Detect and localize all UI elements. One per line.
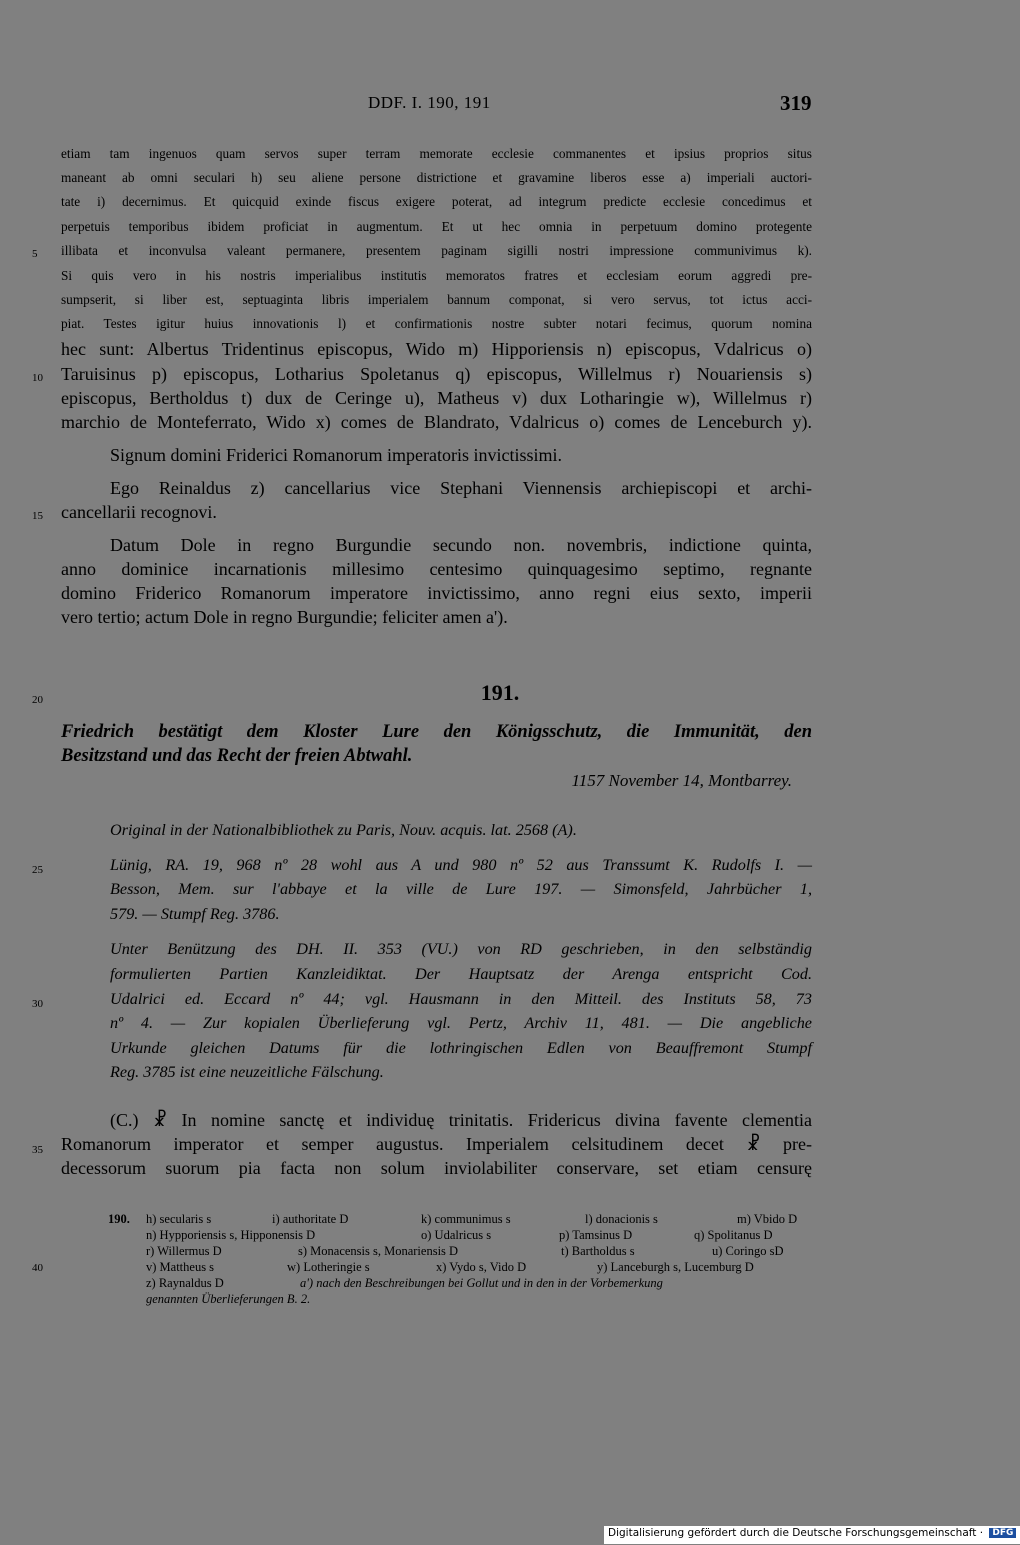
footnote: i) authoritate D — [272, 1212, 349, 1226]
datum-line: domino Friderico Romanorum imperatore invictissimo, anno regni eius sexto, imperii — [61, 583, 812, 603]
line-number: 5 — [32, 248, 38, 260]
text-line: tate i) decernimus. Et quicquid exinde fiscus exigere poterat, ad integrum predicte ecclesie concedimus et — [61, 194, 812, 209]
footnote: t) Bartholdus s — [561, 1244, 635, 1258]
datum-line: Datum Dole in regno Burgundie secundo non. novembris, indictione quinta, — [110, 535, 812, 555]
datum-line: anno dominice incarnationis millesimo centesimo quinquagesimo septimo, regnante — [61, 559, 812, 579]
text-line: Taruisinus p) episcopus, Lotharius Spoletanus q) episcopus, Willelmus r) Nouariensis s) — [61, 364, 812, 384]
line-number: 25 — [32, 864, 43, 876]
text-line: maneant ab omni seculari h) seu aliene persone districtione et gravamine liberos esse a) imperiali auctori- — [61, 170, 812, 185]
text-line: piat. Testes igitur huius innovationis l) et confirmationis nostre subter notari fecimus, quorum nomina — [61, 316, 812, 331]
recognition-line: Ego Reinaldus z) cancellarius vice Stephani Viennensis archiepiscopi et archi- — [110, 478, 812, 498]
footnote: w) Lotheringie s — [287, 1260, 370, 1274]
tradition-note: Original in der Nationalbibliothek zu Paris, Nouv. acquis. lat. 2568 (A). — [110, 821, 577, 839]
footnote-head: 190. — [108, 1212, 130, 1226]
footnote: q) Spolitanus D — [694, 1228, 773, 1242]
prints-line: Besson, Mem. sur l'abbaye et la ville de Lure 197. — Simonsfeld, Jahrbücher 1, — [110, 880, 812, 898]
dfg-logo: DFG — [989, 1528, 1016, 1538]
line-number: 15 — [32, 510, 43, 522]
charter-text-line: decessorum suorum pia facta non solum inviolabiliter conservare, set etiam censurę — [61, 1158, 812, 1178]
recognition-line: cancellarii recognovi. — [61, 502, 217, 522]
footnote: a') nach den Beschreibungen bei Gollut und in den in der Vorbemerkung — [300, 1276, 663, 1290]
footnote: z) Raynaldus D — [146, 1276, 224, 1290]
running-title: DDF. I. 190, 191 — [368, 93, 491, 112]
footnote: m) Vbido D — [737, 1212, 798, 1226]
text-line: episcopus, Bertholdus t) dux de Ceringe u), Matheus v) dux Lotharingie w), Willelmus r) — [61, 388, 812, 408]
footnote: l) donacionis s — [585, 1212, 658, 1226]
footnote: y) Lanceburgh s, Lucemburg D — [597, 1260, 754, 1274]
regest-line: Besitzstand und das Recht der freien Abtwahl. — [61, 746, 413, 766]
remarks-line: Urkunde gleichen Datums für die lothringischen Edlen von Beauffremont Stumpf — [110, 1039, 812, 1057]
footnote: s) Monacensis s, Monariensis D — [298, 1244, 459, 1258]
line-number: 10 — [32, 372, 43, 384]
text-line: etiam tam ingenuos quam servos super terram memorate ecclesie commanentes et ipsius proprios situs — [61, 146, 812, 161]
signum-line: Signum domini Friderici Romanorum imperatoris invictissimi. — [110, 445, 562, 465]
remarks-line: nº 4. — Zur kopialen Überlieferung vgl. Pertz, Archiv 11, 481. — Die angebliche — [110, 1014, 812, 1032]
text-line: illibata et inconvulsa valeant permanere, presentem paginam sigilli nostri impressione communivimus k). — [61, 243, 812, 258]
credit-text: Digitalisierung gefördert durch die Deutsche Forschungsgemeinschaft · — [608, 1527, 984, 1539]
document-number: 191. — [480, 680, 520, 705]
footnote: v) Mattheus s — [146, 1260, 215, 1274]
prints-line: 579. — Stumpf Reg. 3786. — [110, 905, 280, 923]
remarks-line: formulierten Partien Kanzleidiktat. Der Hauptsatz der Arenga entspricht Cod. — [110, 965, 812, 983]
footnote: o) Udalricus s — [421, 1228, 492, 1242]
footnote: n) Hypporiensis s, Hipponensis D — [146, 1228, 316, 1242]
page-header — [0, 93, 1000, 119]
text-line: hec sunt: Albertus Tridentinus episcopus, Wido m) Hipporiensis n) episcopus, Vdalricus o) — [61, 339, 812, 359]
document-date: 1157 November 14, Montbarrey. — [571, 771, 792, 790]
regest-line: Friedrich bestätigt dem Kloster Lure den Königsschutz, die Immunität, den — [61, 722, 812, 742]
footnote: u) Coringo sD — [712, 1244, 784, 1258]
line-number: 35 — [32, 1144, 43, 1156]
datum-line: vero tertio; actum Dole in regno Burgundie; feliciter amen a'). — [61, 607, 508, 627]
text-line: marchio de Monteferrato, Wido x) comes de Blandrato, Vdalricus o) comes de Lenceburch y). — [61, 412, 812, 432]
text-line: perpetuis temporibus ibidem proficiat in augmentum. Et ut hec omnia in perpetuum domino protegente — [61, 219, 812, 234]
line-number: 40 — [32, 1262, 43, 1274]
footnote: x) Vydo s, Vido D — [436, 1260, 527, 1274]
charter-text-line: Romanorum imperator et semper augustus. Imperialem celsitudinem decet ☧ pre- — [61, 1134, 812, 1154]
text-line: sumpserit, si liber est, septuaginta libris imperialem bannum componat, si vero servus, tot ictus acci- — [61, 292, 812, 307]
footnote: p) Tamsinus D — [559, 1228, 633, 1242]
footnote: k) communimus s — [421, 1212, 511, 1226]
line-number: 20 — [32, 694, 43, 706]
charter-text-line: (C.) ☧ In nomine sanctę et individuę trinitatis. Fridericus divina favente clementia — [110, 1110, 812, 1130]
remarks-line: Udalrici ed. Eccard nº 44; vgl. Hausmann in den Mitteil. des Instituts 58, 73 — [110, 990, 812, 1008]
footnote: genannten Überlieferungen B. 2. — [146, 1292, 311, 1306]
prints-line: Lünig, RA. 19, 968 nº 28 wohl aus A und 980 nº 52 aus Transsumt K. Rudolfs I. — — [110, 856, 812, 874]
funding-credit — [604, 1526, 1020, 1544]
footnote: r) Willermus D — [146, 1244, 222, 1258]
footnote: h) secularis s — [146, 1212, 212, 1226]
remarks-line: Reg. 3785 ist eine neuzeitliche Fälschung. — [110, 1063, 384, 1081]
remarks-line: Unter Benützung des DH. II. 353 (VU.) von RD geschrieben, in den selbständig — [110, 940, 812, 958]
page-number: 319 — [780, 91, 812, 115]
text-line: Si quis vero in his nostris imperialibus institutis memoratos fratres et ecclesiam eorum aggredi pre- — [61, 268, 812, 283]
line-number: 30 — [32, 998, 43, 1010]
